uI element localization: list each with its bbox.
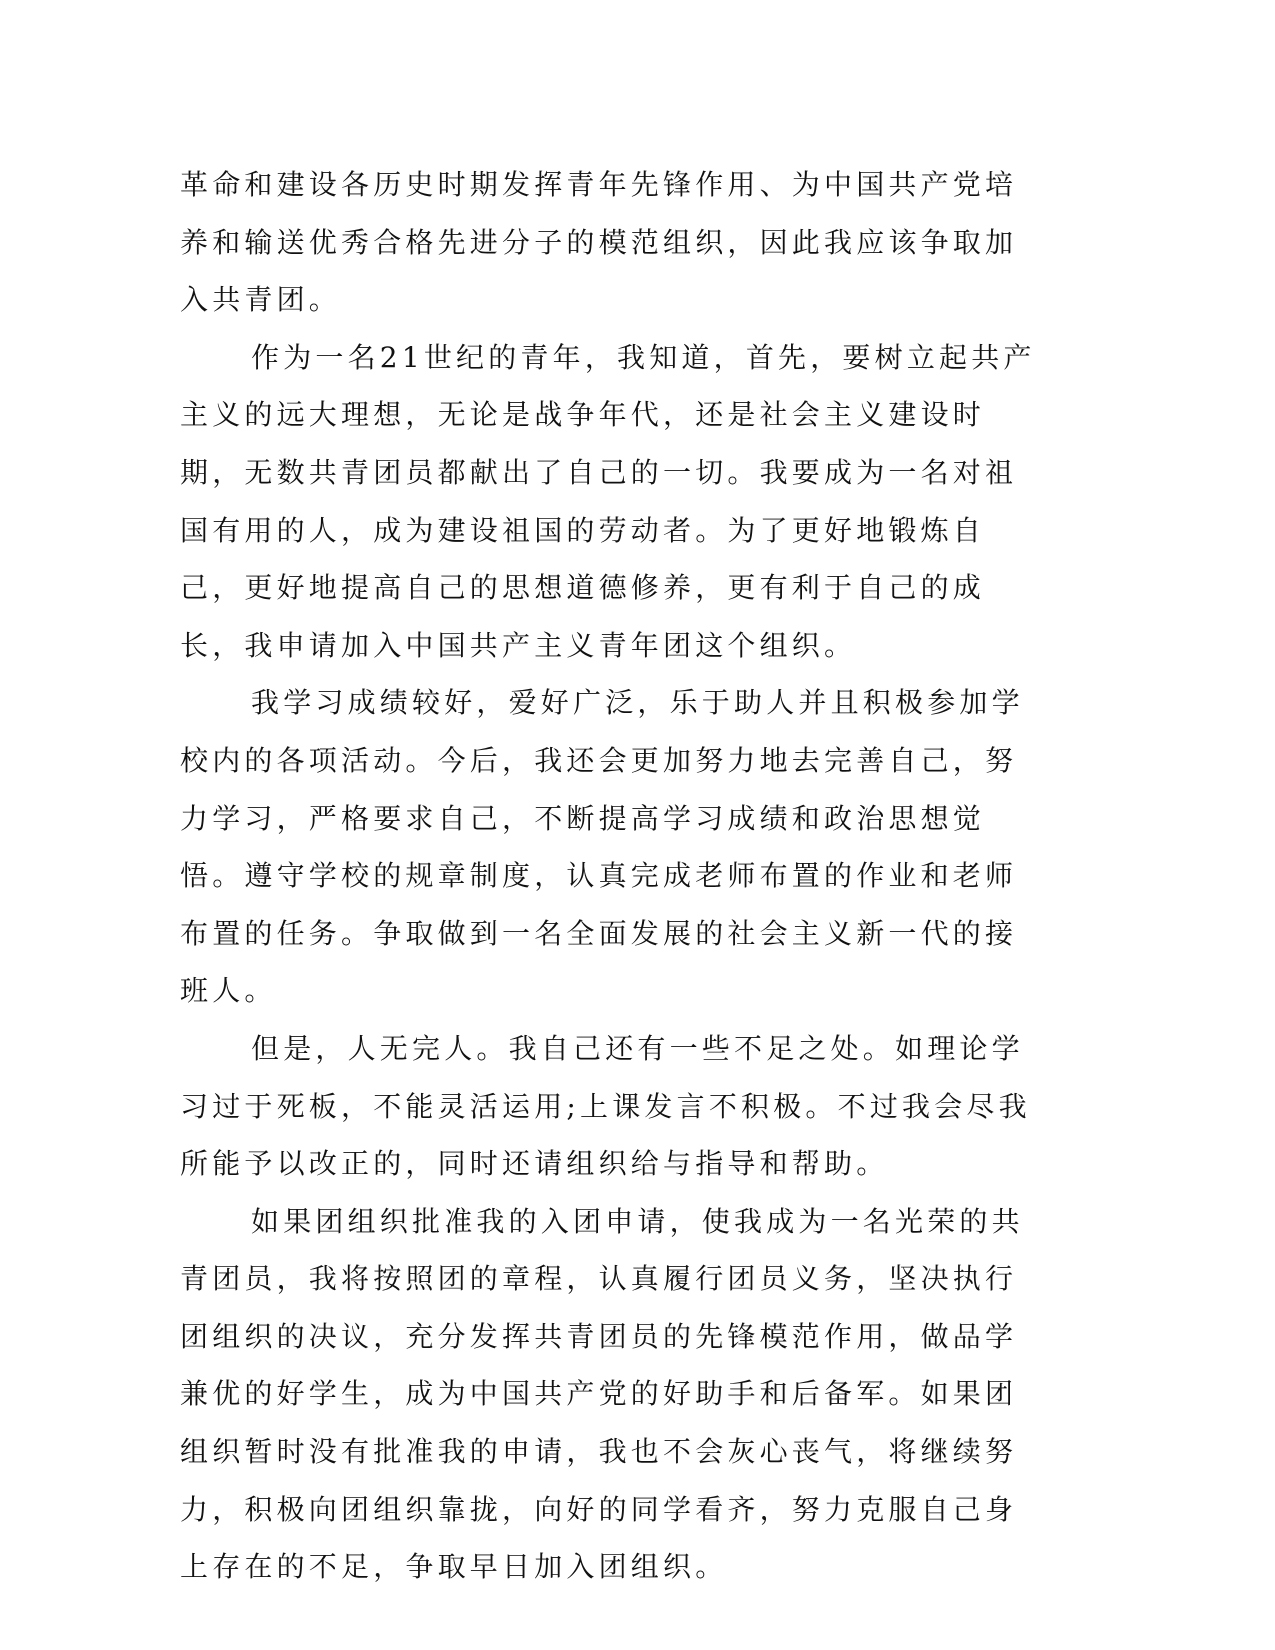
paragraph-2: 作为一名21世纪的青年，我知道，首先，要树立起共产主义的远大理想，无论是战争年代，还是社会主义建设时期，无数共青团员都献出了自己的一切。我要成为一名对祖国有用的人，成为建设祖国的劳动者。为了更好地锻炼自己，更好地提高自己的思想道德修养，更有利于自己的成长，我申请加入中国共产主义青年团这个组织。	[180, 340, 1036, 662]
paragraph-3: 我学习成绩较好，爱好广泛，乐于助人并且积极参加学校内的各项活动。今后，我还会更加努力地去完善自己，努力学习，严格要求自己，不断提高学习成绩和政治思想觉悟。遵守学校的规章制度，认真完成老师布置的作业和老师布置的任务。争取做到一名全面发展的社会主义新一代的接班人。	[180, 686, 1024, 1008]
paragraph-4: 但是，人无完人。我自己还有一些不足之处。如理论学习过于死板，不能灵活运用;上课发言不积极。不过我会尽我所能予以改正的，同时还请组织给与指导和帮助。	[180, 1031, 1031, 1181]
paragraph-5: 如果团组织批准我的入团申请，使我成为一名光荣的共青团员，我将按照团的章程，认真履行团员义务，坚决执行团组织的决议，充分发挥共青团员的先锋模范作用，做品学兼优的好学生，成为中国共产党的好助手和后备军。如果团组织暂时没有批准我的申请，我也不会灰心丧气，将继续努力，积极向团组织靠拢，向好的同学看齐，努力克服自己身上存在的不足，争取早日加入团组织。	[180, 1204, 1024, 1584]
paragraph-1: 革命和建设各历史时期发挥青年先锋作用、为中国共产党培养和输送优秀合格先进分子的模范组织，因此我应该争取加入共青团。	[180, 168, 1018, 317]
document-body	[180, 156, 1040, 1596]
